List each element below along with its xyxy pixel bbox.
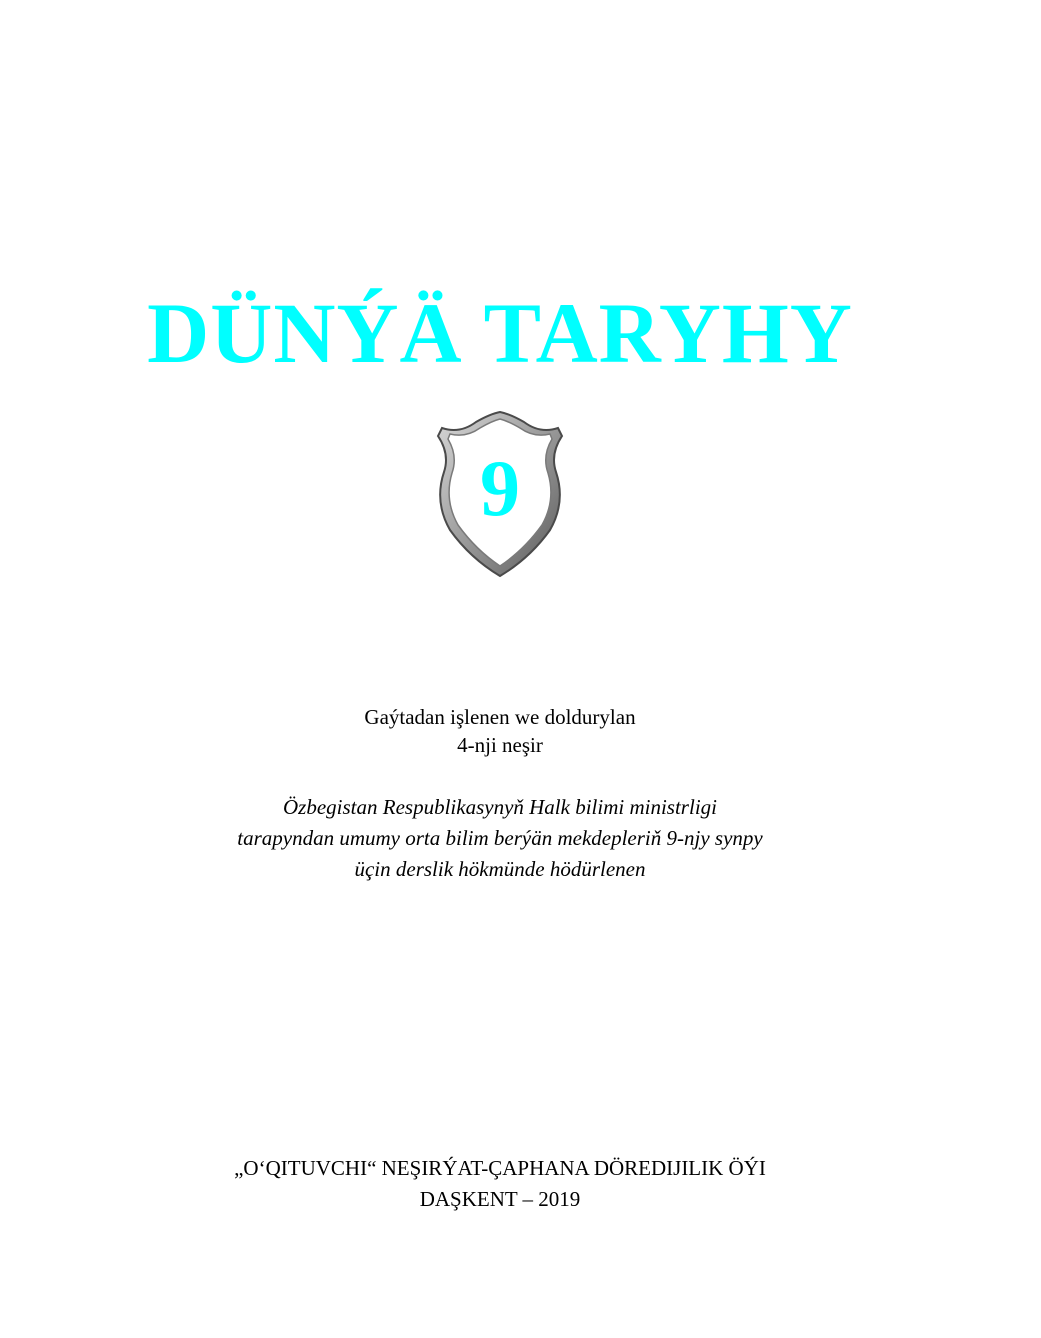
book-title: DÜNÝÄ TARYHY bbox=[147, 285, 853, 381]
publisher-place-year: DAŞKENT – 2019 bbox=[419, 1187, 581, 1211]
grade-shield bbox=[434, 410, 566, 578]
grade-number: 9 bbox=[480, 445, 520, 533]
approval-line-3: üçin derslik hökmünde hödürlenen bbox=[354, 857, 646, 881]
publisher-name: „O‘QITUVCHI“ NEŞIRÝAT-ÇAPHANA DÖREDIJILIK ÖÝI bbox=[234, 1156, 766, 1180]
approval-line-2: tarapyndan umumy orta bilim berýän mekdepleriň 9-njy synpy bbox=[237, 826, 763, 850]
edition-line-2: 4-nji neşir bbox=[457, 733, 543, 757]
edition-line-1: Gaýtadan işlenen we doldurylan bbox=[364, 705, 636, 729]
approval-line-1: Özbegistan Respublikasynyň Halk bilimi ministrligi bbox=[283, 795, 717, 819]
